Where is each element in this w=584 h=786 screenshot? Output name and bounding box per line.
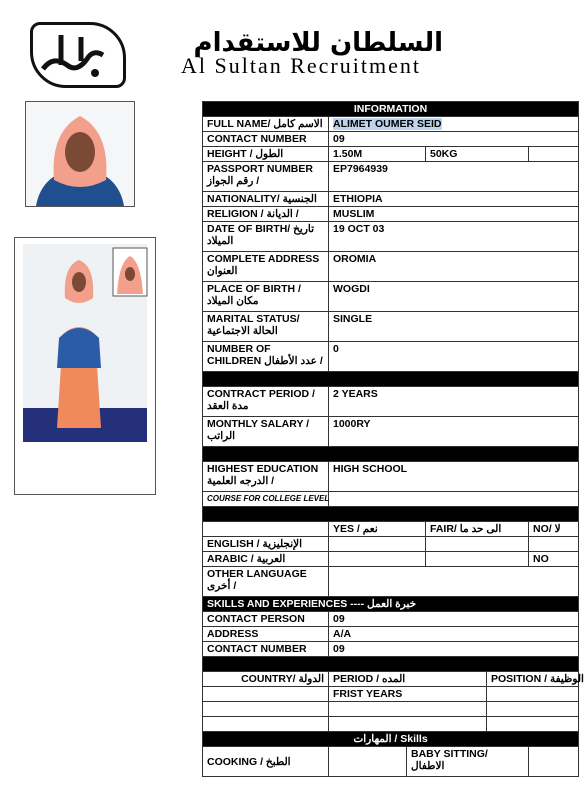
- address2-label: ADDRESS: [203, 627, 329, 642]
- religion-label: RELIGION / الديانة /: [203, 207, 329, 222]
- row-experience-header: [203, 672, 579, 687]
- section-header-information: INFORMATION: [203, 102, 579, 117]
- contact2-value: 09: [329, 642, 579, 657]
- contract-label: CONTRACT PERIOD / مدة العقد: [203, 387, 329, 417]
- address2-value: A/A: [329, 627, 579, 642]
- contact-label: CONTACT NUMBER: [203, 132, 329, 147]
- height-value: 1.50M: [329, 147, 426, 162]
- period-value: FRIST YEARS: [329, 687, 487, 702]
- row-full-name: [203, 117, 579, 132]
- arabic-label: ARABIC / العربية: [203, 552, 329, 567]
- education-value: HIGH SCHOOL: [329, 462, 579, 492]
- height-label: HEIGHT / الطول: [203, 147, 329, 162]
- row-marital: [203, 312, 579, 342]
- contract-value: 2 YEARS: [329, 387, 579, 417]
- row-passport: [203, 162, 579, 192]
- full-name-value: ALIMET OUMER SEID: [333, 118, 442, 130]
- salary-label: MONTHLY SALARY / الراتب: [203, 417, 329, 447]
- row-dob: [203, 222, 579, 252]
- section-divider: [203, 372, 579, 387]
- row-contact-person: [203, 612, 579, 627]
- row-experience: [203, 687, 579, 702]
- row-children: [203, 342, 579, 372]
- company-name-english: Al Sultan Recruitment: [181, 53, 421, 78]
- address-value: OROMIA: [329, 252, 579, 282]
- nationality-value: ETHIOPIA: [329, 192, 579, 207]
- row-course: [203, 492, 579, 507]
- full-body-photo: [14, 237, 156, 495]
- row-experience: [203, 702, 579, 717]
- contact2-label: CONTACT NUMBER: [203, 642, 329, 657]
- country-header: COUNTRY/ الدولة: [203, 672, 329, 687]
- cooking-label: COOKING / الطبخ: [203, 747, 329, 777]
- full-name-label: FULL NAME/ الاسم كامل: [203, 117, 329, 132]
- row-english: [203, 537, 579, 552]
- dob-value: 19 OCT 03: [329, 222, 579, 252]
- nationality-label: NATIONALITY/ الجنسية: [203, 192, 329, 207]
- contact-person-value: 09: [329, 612, 579, 627]
- weight-value: 50KG: [426, 147, 529, 162]
- company-logo-mark: [30, 22, 126, 88]
- course-label: COURSE FOR COLLEGE LEVEL: [203, 492, 329, 507]
- education-label: HIGHEST EDUCATION الدرجه العلمية /: [203, 462, 329, 492]
- pob-label: PLACE OF BIRTH / مكان الميلاد: [203, 282, 329, 312]
- language-yes-header: YES / نعم: [329, 522, 426, 537]
- salary-value: 1000RY: [329, 417, 579, 447]
- english-label: ENGLISH / الإنجليزية: [203, 537, 329, 552]
- section-header-skills-experience: SKILLS AND EXPERIENCES ---- خبرة العمل: [203, 597, 579, 612]
- row-other-language: [203, 567, 579, 597]
- row-address-2: [203, 627, 579, 642]
- position-header: POSITION / الوظيفة: [487, 672, 579, 687]
- row-arabic: [203, 552, 579, 567]
- language-fair-header: FAIR/ الى حد ما: [426, 522, 529, 537]
- section-divider: [203, 507, 579, 522]
- passport-label: PASSPORT NUMBER رقم الجواز /: [203, 162, 329, 192]
- contact-person-label: CONTACT PERSON: [203, 612, 329, 627]
- pob-value: WOGDI: [329, 282, 579, 312]
- children-label: NUMBER OF CHILDREN عدد الأطفال /: [203, 342, 329, 372]
- section-divider: [203, 447, 579, 462]
- information-form: [202, 101, 584, 777]
- row-education: [203, 462, 579, 492]
- dob-label: DATE OF BIRTH/ تاريخ الميلاد: [203, 222, 329, 252]
- row-salary: [203, 417, 579, 447]
- row-height: [203, 147, 579, 162]
- row-address: [203, 252, 579, 282]
- row-contact-2: [203, 642, 579, 657]
- other-language-label: OTHER LANGUAGE أخرى /: [203, 567, 329, 597]
- address-label: COMPLETE ADDRESS العنوان: [203, 252, 329, 282]
- company-name-arabic: السلطان للاستقدام: [193, 28, 443, 58]
- row-nationality: [203, 192, 579, 207]
- language-no-header: NO/ لا: [529, 522, 579, 537]
- marital-label: MARITAL STATUS/ الحالة الاجتماعية: [203, 312, 329, 342]
- row-language-header: [203, 522, 579, 537]
- section-header-skills: المهارات / Skills: [203, 732, 579, 747]
- row-skills: [203, 747, 579, 777]
- section-divider: [203, 657, 579, 672]
- portrait-photo: [25, 101, 135, 207]
- row-contact: [203, 132, 579, 147]
- row-contract: [203, 387, 579, 417]
- baby-sitting-label: BABY SITTING/ الاطفال: [407, 747, 529, 777]
- period-header: PERIOD / المده: [329, 672, 487, 687]
- passport-value: EP7964939: [329, 162, 579, 192]
- contact-value: 09: [329, 132, 579, 147]
- row-religion: [203, 207, 579, 222]
- children-value: 0: [329, 342, 579, 372]
- marital-value: SINGLE: [329, 312, 579, 342]
- arabic-no-value: NO: [529, 552, 579, 567]
- row-experience: [203, 717, 579, 732]
- religion-value: MUSLIM: [329, 207, 579, 222]
- row-pob: [203, 282, 579, 312]
